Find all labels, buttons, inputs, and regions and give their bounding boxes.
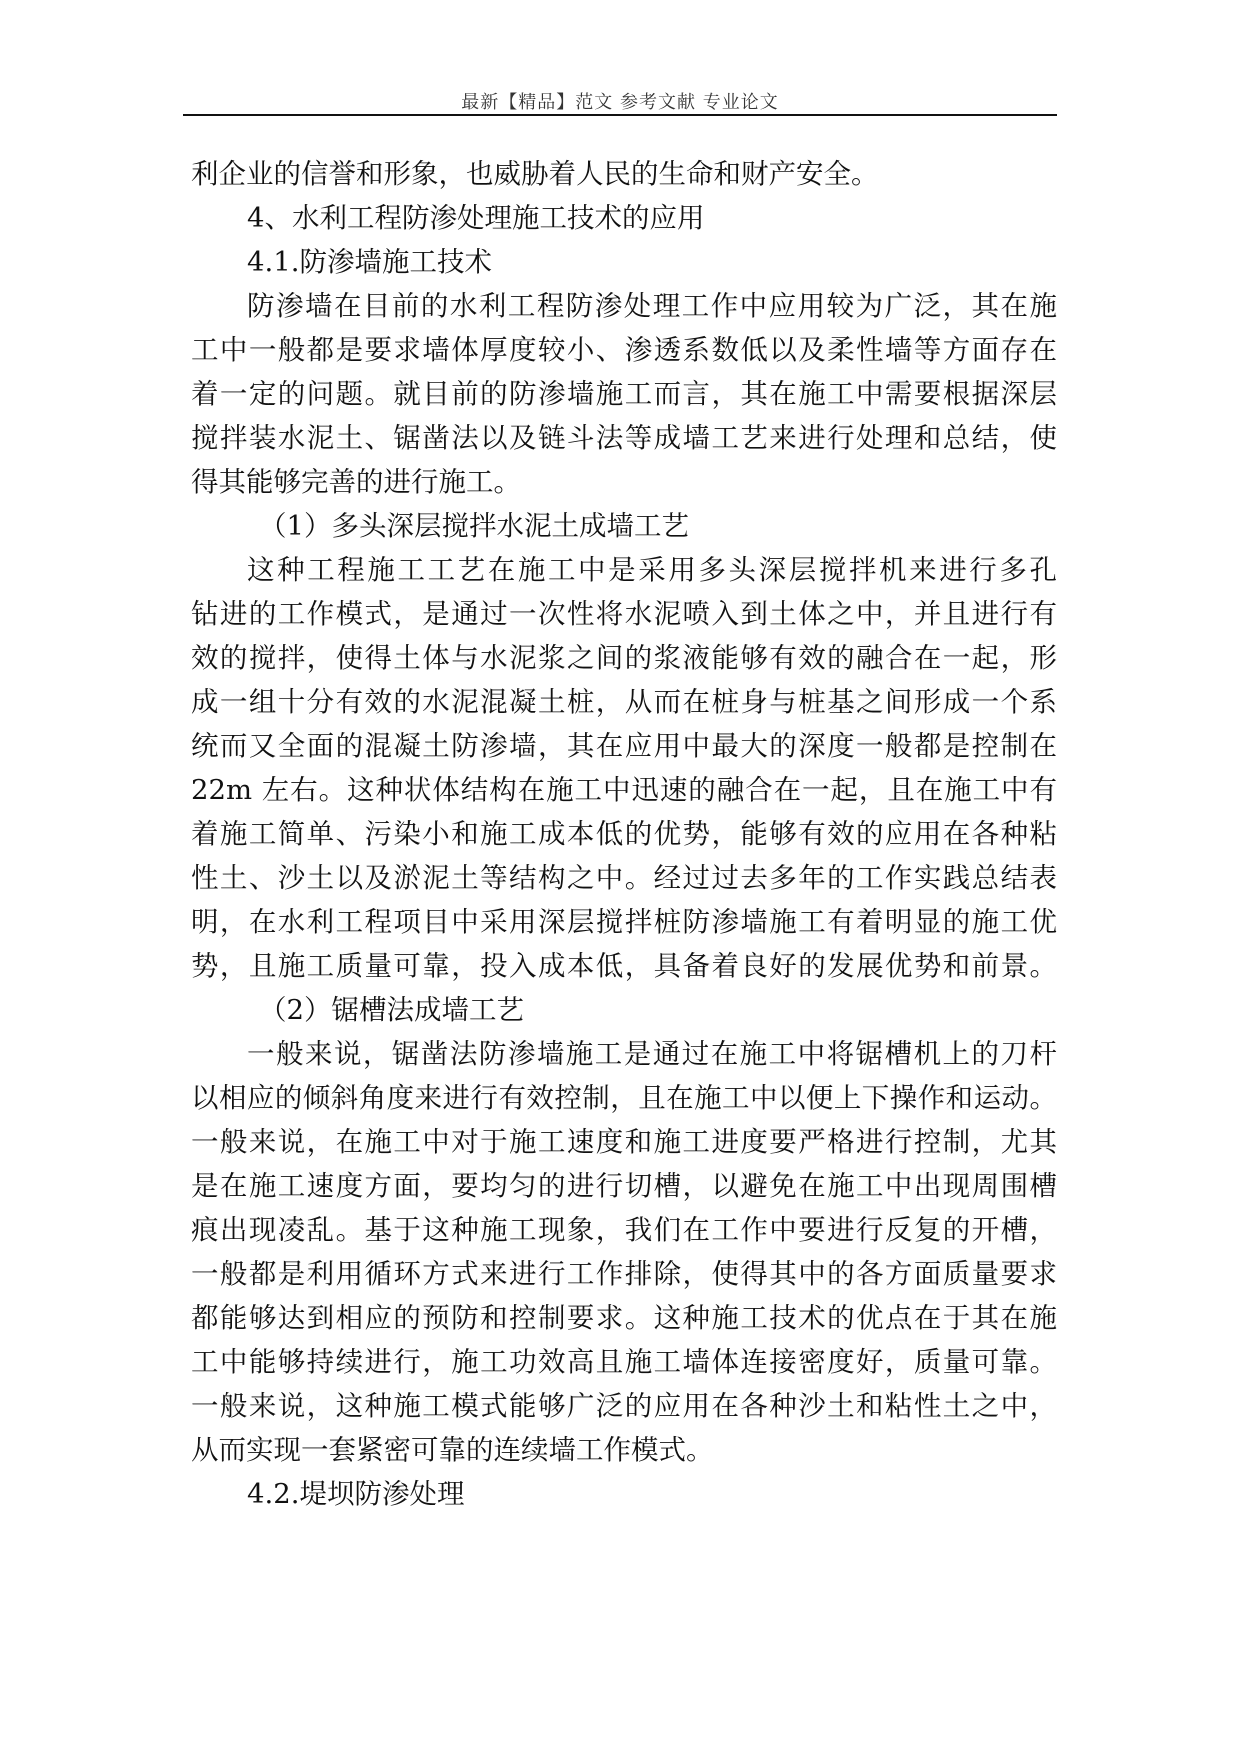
paragraph-line: 都能够达到相应的预防和控制要求。这种施工技术的优点在于其在施: [191, 1302, 1057, 1334]
paragraph-line: 一般来说，这种施工模式能够广泛的应用在各种沙土和粘性土之中，: [191, 1390, 1057, 1422]
page-header: 最新【精品】范文 参考文献 专业论文: [461, 92, 779, 113]
subsection-heading: 4.2.堤坝防渗处理: [247, 1478, 465, 1510]
paragraph-line: 搅拌装水泥土、锯凿法以及链斗法等成墙工艺来进行处理和总结，使: [191, 422, 1057, 454]
paragraph-line: 着施工简单、污染小和施工成本低的优势，能够有效的应用在各种粘: [191, 818, 1057, 850]
paragraph-line: 痕出现凌乱。基于这种施工现象，我们在工作中要进行反复的开槽，: [191, 1214, 1057, 1246]
paragraph-line: 防渗墙在目前的水利工程防渗处理工作中应用较为广泛，其在施: [247, 290, 1057, 322]
item-heading: （1）多头深层搅拌水泥土成墙工艺: [259, 510, 689, 542]
paragraph-line: 工中能够持续进行，施工功效高且施工墙体连接密度好，质量可靠。: [191, 1346, 1057, 1378]
document-body: [191, 152, 1057, 1516]
section-heading: 4、水利工程防渗处理施工技术的应用: [247, 202, 705, 234]
paragraph-line: 明，在水利工程项目中采用深层搅拌桩防渗墙施工有着明显的施工优: [191, 906, 1057, 938]
paragraph-line: 统而又全面的混凝土防渗墙，其在应用中最大的深度一般都是控制在: [191, 730, 1057, 762]
paragraph-line: 得其能够完善的进行施工。: [191, 466, 521, 498]
paragraph-line: 是在施工速度方面，要均匀的进行切槽，以避免在施工中出现周围槽: [191, 1170, 1057, 1202]
paragraph-line: 以相应的倾斜角度来进行有效控制，且在施工中以便上下操作和运动。: [191, 1082, 1057, 1114]
paragraph-line: 势，且施工质量可靠，投入成本低，具备着良好的发展优势和前景。: [191, 950, 1057, 982]
paragraph-line: 这种工程施工工艺在施工中是采用多头深层搅拌机来进行多孔: [247, 554, 1057, 586]
paragraph-line: 性土、沙土以及淤泥土等结构之中。经过过去多年的工作实践总结表: [191, 862, 1057, 894]
header-divider: [183, 114, 1057, 116]
paragraph-line: 钻进的工作模式，是通过一次性将水泥喷入到土体之中，并且进行有: [191, 598, 1057, 630]
text-line: 利企业的信誉和形象，也威胁着人民的生命和财产安全。: [191, 158, 879, 190]
item-heading: （2）锯槽法成墙工艺: [259, 994, 524, 1026]
paragraph-line: 成一组十分有效的水泥混凝土桩，从而在桩身与桩基之间形成一个系: [191, 686, 1057, 718]
paragraph-line: 从而实现一套紧密可靠的连续墙工作模式。: [191, 1434, 714, 1466]
subsection-heading: 4.1.防渗墙施工技术: [247, 246, 492, 278]
paragraph-line: 一般都是利用循环方式来进行工作排除，使得其中的各方面质量要求: [191, 1258, 1057, 1290]
paragraph-line: 工中一般都是要求墙体厚度较小、渗透系数低以及柔性墙等方面存在: [191, 334, 1057, 366]
paragraph-line: 22m 左右。这种状体结构在施工中迅速的融合在一起，且在施工中有: [191, 774, 1057, 806]
paragraph-line: 一般来说，在施工中对于施工速度和施工进度要严格进行控制，尤其: [191, 1126, 1057, 1158]
paragraph-line: 一般来说，锯凿法防渗墙施工是通过在施工中将锯槽机上的刀杆: [247, 1038, 1057, 1070]
paragraph-line: 着一定的问题。就目前的防渗墙施工而言，其在施工中需要根据深层: [191, 378, 1057, 410]
paragraph-line: 效的搅拌，使得土体与水泥浆之间的浆液能够有效的融合在一起，形: [191, 642, 1057, 674]
